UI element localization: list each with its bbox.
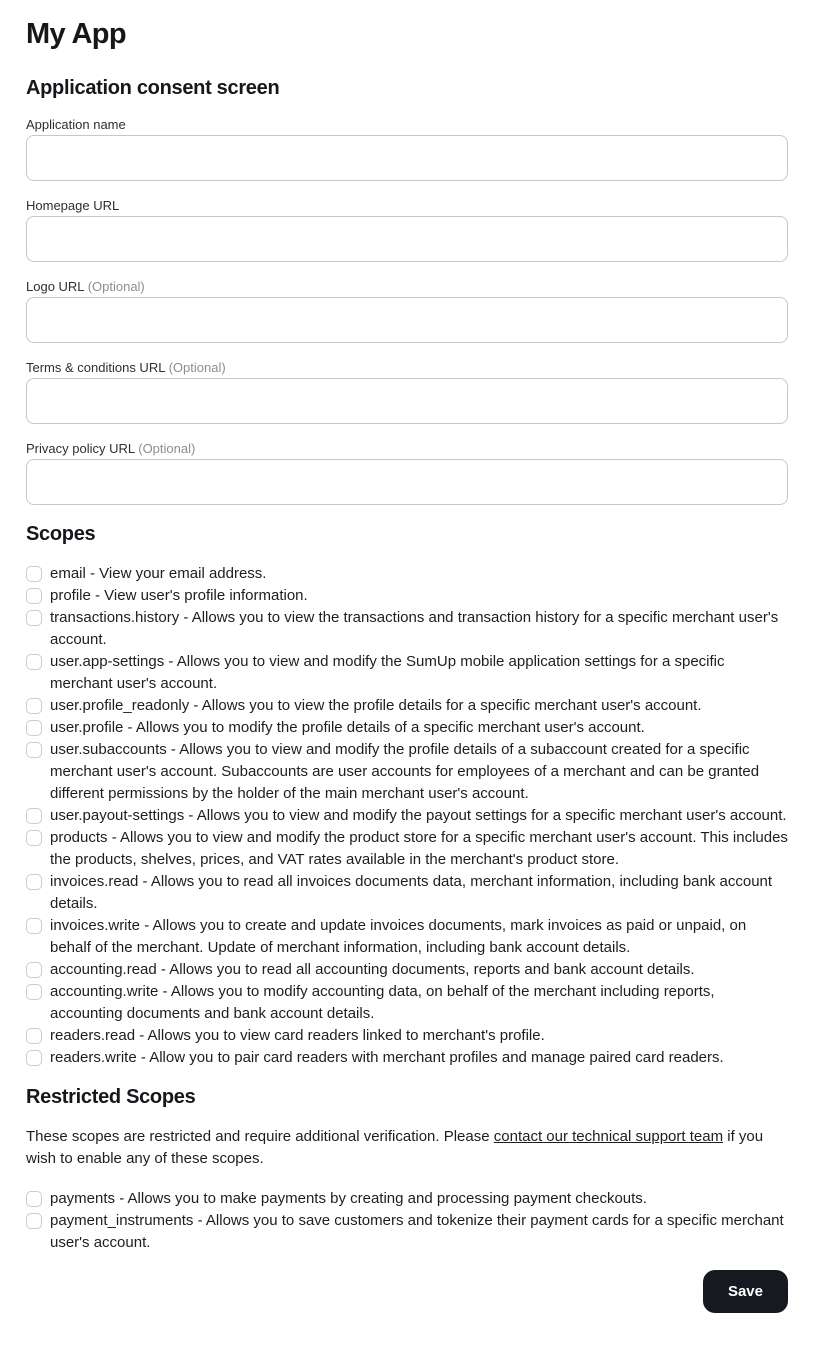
- scope-row: [26, 959, 788, 981]
- scope-label: user.app-settings - Allows you to view and modify the SumUp mobile application settings for a specific merchant user's account.: [50, 653, 725, 692]
- logo-url-input[interactable]: [26, 297, 788, 343]
- homepage-url-input[interactable]: [26, 216, 788, 262]
- save-button[interactable]: Save: [703, 1270, 788, 1313]
- scope-label: transactions.history - Allows you to view the transactions and transaction history for a specific merchant user's account.: [50, 609, 779, 648]
- terms-url-input[interactable]: [26, 378, 788, 424]
- optional-badge: (Optional): [168, 360, 226, 375]
- page-title: My App: [26, 18, 127, 50]
- scope-label: user.profile_readonly - Allows you to view the profile details for a specific merchant user's account.: [50, 697, 702, 714]
- field-label-text: Privacy policy URL: [26, 441, 135, 456]
- scope-row: [26, 805, 788, 827]
- field-privacy-url: [26, 441, 788, 505]
- contact-support-link[interactable]: contact our technical support team: [493, 1128, 724, 1145]
- field-homepage-url: [26, 198, 788, 262]
- scope-label: invoices.write - Allows you to create and update invoices documents, mark invoices as paid or unpaid, on behalf of the merchant. Update of merchant information, including bank account details.: [50, 917, 747, 956]
- scope-label: user.subaccounts - Allows you to view and modify the profile details of a subaccount created for a specific merchant user's account. Subaccounts are user accounts for employees of a merchant and can be granted different permissions by the holder of the main merchant user's account.: [50, 741, 760, 802]
- field-label-text: Terms & conditions URL: [26, 360, 165, 375]
- scope-checkbox-accounting-write[interactable]: [26, 984, 42, 1000]
- scope-row: [26, 717, 788, 739]
- scope-checkbox-transactions-history[interactable]: [26, 610, 42, 626]
- scope-label: accounting.read - Allows you to read all accounting documents, reports and bank account details.: [50, 961, 695, 978]
- scope-checkbox-payment-instruments[interactable]: [26, 1213, 42, 1229]
- privacy-url-input[interactable]: [26, 459, 788, 505]
- scope-label: user.profile - Allows you to modify the profile details of a specific merchant user's account.: [50, 719, 645, 736]
- scope-label: accounting.write - Allows you to modify accounting data, on behalf of the merchant including reports, accounting documents and bank account details.: [50, 983, 715, 1022]
- scopes-list: [26, 563, 788, 1069]
- restricted-scopes-section-heading: Restricted Scopes: [26, 1086, 196, 1108]
- scope-checkbox-products[interactable]: [26, 830, 42, 846]
- scopes-section-heading: Scopes: [26, 523, 96, 545]
- scope-checkbox-invoices-write[interactable]: [26, 918, 42, 934]
- scope-row: [26, 739, 788, 805]
- field-application-name: [26, 117, 788, 181]
- scope-checkbox-invoices-read[interactable]: [26, 874, 42, 890]
- scope-checkbox-profile[interactable]: [26, 588, 42, 604]
- scope-label: user.payout-settings - Allows you to view and modify the payout settings for a specific merchant user's account.: [50, 807, 787, 824]
- scope-checkbox-user-profile[interactable]: [26, 720, 42, 736]
- field-label-text: Application name: [26, 117, 126, 132]
- scope-label: invoices.read - Allows you to read all invoices documents data, merchant information, including bank account details.: [50, 873, 773, 912]
- restricted-scopes-list: [26, 1188, 788, 1254]
- form-actions: [26, 1270, 788, 1313]
- scope-row: [26, 695, 788, 717]
- scope-row: [26, 585, 788, 607]
- scope-label: email - View your email address.: [50, 565, 267, 582]
- logo-url-label: [26, 279, 788, 295]
- optional-badge: (Optional): [87, 279, 145, 294]
- scope-checkbox-user-profile-readonly[interactable]: [26, 698, 42, 714]
- scope-label: readers.write - Allow you to pair card readers with merchant profiles and manage paired card readers.: [50, 1049, 724, 1066]
- terms-url-label: [26, 360, 788, 376]
- scope-checkbox-readers-write[interactable]: [26, 1050, 42, 1066]
- scope-label: readers.read - Allows you to view card readers linked to merchant's profile.: [50, 1027, 545, 1044]
- scope-label: profile - View user's profile information.: [50, 587, 308, 604]
- scope-row: [26, 651, 788, 695]
- scope-checkbox-accounting-read[interactable]: [26, 962, 42, 978]
- field-label-text: Logo URL: [26, 279, 85, 294]
- restricted-scopes-intro: [26, 1126, 774, 1170]
- scope-checkbox-user-subaccounts[interactable]: [26, 742, 42, 758]
- scope-label: payments - Allows you to make payments by creating and processing payment checkouts.: [50, 1190, 647, 1207]
- scope-label: products - Allows you to view and modify the product store for a specific merchant user's account. This includes the products, shelves, prices, and VAT rates available in the merchant's product store.: [50, 829, 788, 868]
- scope-checkbox-readers-read[interactable]: [26, 1028, 42, 1044]
- scope-row: [26, 981, 788, 1025]
- scope-row: [26, 1047, 788, 1069]
- optional-badge: (Optional): [138, 441, 196, 456]
- scope-row: [26, 1025, 788, 1047]
- privacy-url-label: [26, 441, 788, 457]
- scope-row: [26, 563, 788, 585]
- field-label-text: Homepage URL: [26, 198, 120, 213]
- scope-checkbox-email[interactable]: [26, 566, 42, 582]
- scope-label: payment_instruments - Allows you to save customers and tokenize their payment cards for a specific merchant user's account.: [50, 1212, 784, 1251]
- scope-row: [26, 871, 788, 915]
- field-terms-url: [26, 360, 788, 424]
- field-logo-url: [26, 279, 788, 343]
- scope-row: [26, 607, 788, 651]
- consent-section-heading: Application consent screen: [26, 77, 280, 99]
- scope-checkbox-user-payout-settings[interactable]: [26, 808, 42, 824]
- homepage-url-label: [26, 198, 788, 214]
- application-name-label: [26, 117, 788, 133]
- scope-row: [26, 1210, 788, 1254]
- application-name-input[interactable]: [26, 135, 788, 181]
- scope-checkbox-payments[interactable]: [26, 1191, 42, 1207]
- scope-checkbox-user-app-settings[interactable]: [26, 654, 42, 670]
- scope-row: [26, 1188, 788, 1210]
- scope-row: [26, 827, 788, 871]
- restricted-intro-text: These scopes are restricted and require additional verification. Please: [26, 1128, 494, 1145]
- restricted-intro-text: if you wish to enable any of these scopes.: [26, 1128, 764, 1167]
- scope-row: [26, 915, 788, 959]
